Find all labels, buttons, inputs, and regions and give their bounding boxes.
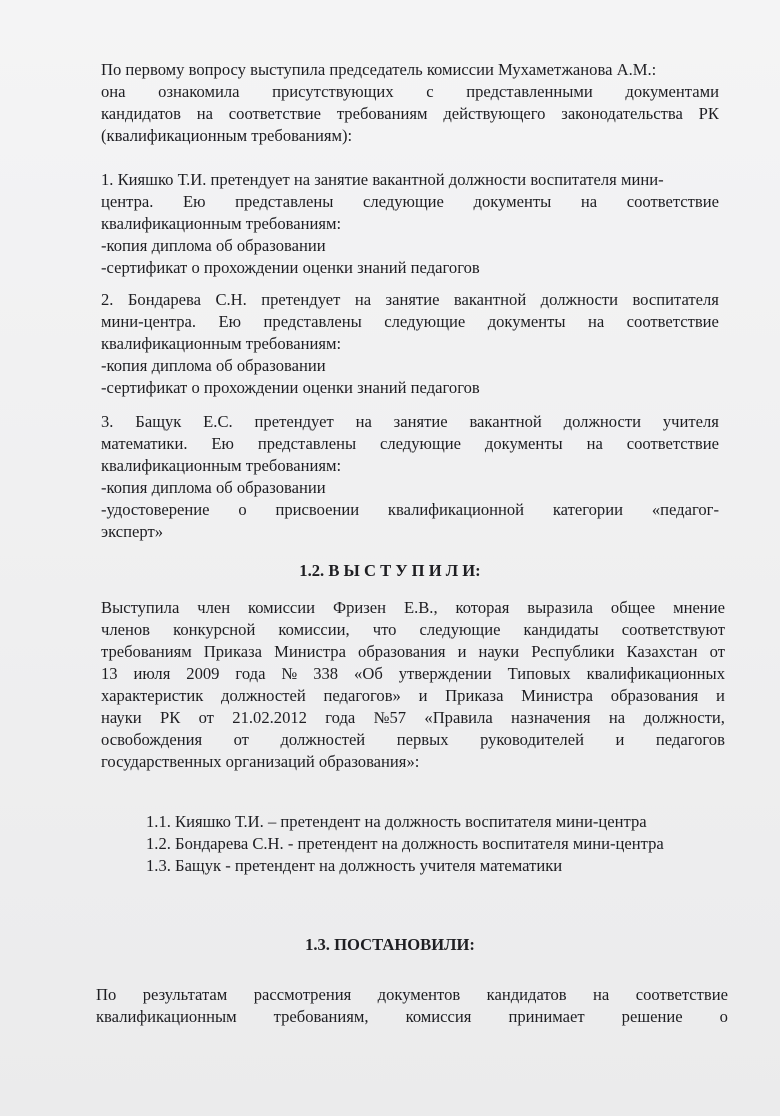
word: и [457,642,467,661]
word: года [235,664,266,683]
word: членов [101,620,151,639]
word: комиссии [247,598,316,617]
word: решение [621,1007,683,1026]
word: кандидаты [523,620,599,639]
list-item: 1.2. Бондарева С.Н. - претендент на должность воспитателя мини-центра [146,834,664,853]
word: Ею [211,434,234,453]
word: 21.02.2012 [232,708,307,727]
word: РК [159,708,181,727]
word: на [587,312,605,331]
word: утверждении [398,664,492,683]
section-1-2-heading: 1.2. В Ы С Т У П И Л И: [299,561,481,580]
word: присвоении [275,500,360,519]
section-1-3-paragraph [96,984,728,1028]
word: принимает [508,1007,585,1026]
word: мнение [673,598,725,617]
word: июля [133,664,171,683]
word: комиссия [405,1007,472,1026]
paragraph-line [96,1006,728,1028]
word: член [197,598,231,617]
word: и [615,730,625,749]
word: соответствие [626,434,719,453]
word: руководителей [480,730,584,749]
word: мини-центра. [101,312,197,331]
word: кандидатов [486,985,567,1004]
word: рассмотрения [253,985,352,1004]
candidate-1-paragraph [101,169,719,279]
intro-line: По первому вопросу выступила председатель комиссии Мухаметжанова А.М.: [101,60,657,79]
word: вакантной [469,412,542,431]
candidate-line [101,191,719,213]
word: действующего [443,104,546,123]
word: «Об [354,664,383,683]
word: документы [484,434,563,453]
section-1-2-paragraph [101,597,725,773]
word: занятие [385,290,440,309]
word: должностей [221,686,306,705]
word: категории [552,500,623,519]
word: Казахстан [626,642,698,661]
word: вакантной [453,290,527,309]
word: требованиям [101,642,192,661]
paragraph-line [101,597,725,619]
word: с [426,82,434,101]
word: должностей [280,730,366,749]
word: По [96,985,117,1004]
word: о [238,500,247,519]
word: образования [610,686,699,705]
word: которая [455,598,510,617]
word: освобождения [101,730,203,749]
word: характеристик [101,686,204,705]
word: что [372,620,397,639]
word: Е.В., [403,598,438,617]
word: следующие [362,192,444,211]
word: года [325,708,356,727]
word: документы [487,312,566,331]
word: представлены [263,312,362,331]
selected-candidates-list [146,811,746,877]
word: следующие [419,620,501,639]
word: общее [610,598,656,617]
word: на [608,708,626,727]
word: Республики [531,642,615,661]
word: науки [478,642,520,661]
word: должности [540,290,619,309]
word: и [716,686,725,705]
candidate-line: -копия диплома об образовании [101,478,326,497]
word: Министра [521,686,594,705]
word: на [593,985,610,1004]
word: педагогов» [323,686,401,705]
candidate-line [101,411,719,433]
candidate-line: -копия диплома об образовании [101,236,326,255]
word: Приказа [445,686,504,705]
word: результатам [142,985,228,1004]
word: «Правила [424,708,493,727]
word: законодательства [561,104,683,123]
word: Ею [182,192,206,211]
word: №57 [373,708,407,727]
candidate-line: квалификационным требованиям: [101,214,342,233]
word: от [709,642,725,661]
paragraph-line [101,619,725,641]
word: Типовых [507,664,571,683]
word: Ею [218,312,242,331]
word: от [198,708,214,727]
candidate-3-paragraph [101,411,719,543]
word: «педагог- [651,500,719,519]
word: Бащук [135,412,182,431]
word: от [233,730,249,749]
word: документов [377,985,461,1004]
word: 3. [101,412,114,431]
word: соответствие [626,312,719,331]
word: квалификационных [586,664,725,683]
paragraph-line [101,729,725,751]
candidate-line [101,499,719,521]
word: конкурсной [173,620,256,639]
word: о [719,1007,728,1026]
word: представленными [466,82,593,101]
word: 13 [101,664,118,683]
word: соответствие [635,985,728,1004]
word: присутствующих [272,82,394,101]
word: Приказа [203,642,263,661]
section-1-3-heading: 1.3. ПОСТАНОВИЛИ: [305,935,475,954]
word: документы [473,192,552,211]
word: -удостоверение [101,500,210,519]
word: Е.С. [203,412,233,431]
word: документами [625,82,719,101]
candidate-line: -сертификат о прохождении оценки знаний педагогов [101,378,480,397]
word: на [580,192,598,211]
candidate-line [101,433,719,455]
word: на [354,290,372,309]
word: следующие [384,312,466,331]
word: назначения [511,708,591,727]
word: С.Н. [215,290,247,309]
word: комиссии, [278,620,350,639]
word: выразила [527,598,594,617]
intro-line [101,81,719,103]
word: претендует [254,412,334,431]
candidate-line: 1. Кияшко Т.И. претендует на занятие вакантной должности воспитателя мини- [101,170,664,189]
paragraph-line: государственных организаций образования»: [101,752,420,771]
word: Фризен [332,598,387,617]
word: Бондарева [127,290,202,309]
intro-paragraph [101,59,719,147]
word: требованиям, [273,1007,369,1026]
word: представлены [235,192,334,211]
list-item: 1.3. Бащук - претендент на должность учителя математики [146,856,563,875]
word: педагогов [655,730,725,749]
word: учителя [662,412,719,431]
word: Министра [274,642,346,661]
paragraph-line [101,685,725,707]
word: 2. [101,290,114,309]
candidate-line [101,289,719,311]
candidate-line: эксперт» [101,522,164,541]
word: соответствие [626,192,719,211]
intro-line: (квалификационным требованиям): [101,126,353,145]
word: должности, [643,708,725,727]
candidate-2-paragraph [101,289,719,399]
word: науки [101,708,142,727]
word: соответствие [228,104,322,123]
candidate-line: квалификационным требованиям: [101,456,342,475]
word: центра. [101,192,154,211]
paragraph-line [101,663,725,685]
paragraph-line [101,707,725,729]
word: на [355,412,372,431]
word: РК [698,104,719,123]
word: она [101,82,126,101]
word: требованиям [336,104,428,123]
word: кандидатов [101,104,181,123]
word: квалификационной [387,500,525,519]
word: ознакомила [158,82,240,101]
word: должности [563,412,641,431]
word: 2009 [186,664,220,683]
word: на [196,104,213,123]
word: и [418,686,428,705]
word: Выступила [101,598,180,617]
paragraph-line [96,984,728,1006]
word: занятие [393,412,448,431]
word: образования [358,642,446,661]
word: следующие [380,434,461,453]
paragraph-line [101,641,725,663]
word: математики. [101,434,188,453]
candidate-line: квалификационным требованиям: [101,334,342,353]
word: на [586,434,603,453]
word: первых [396,730,449,749]
word: представлены [257,434,357,453]
candidate-line: -копия диплома об образовании [101,356,326,375]
intro-line [101,103,719,125]
word: воспитателя [632,290,719,309]
word: соответствуют [621,620,725,639]
word: квалификационным [96,1007,237,1026]
word: № [281,664,298,683]
candidate-line [101,311,719,333]
word: претендует [261,290,341,309]
list-item: 1.1. Кияшко Т.И. – претендент на должность воспитателя мини-центра [146,812,647,831]
word: 338 [313,664,339,683]
candidate-line: -сертификат о прохождении оценки знаний педагогов [101,258,480,277]
